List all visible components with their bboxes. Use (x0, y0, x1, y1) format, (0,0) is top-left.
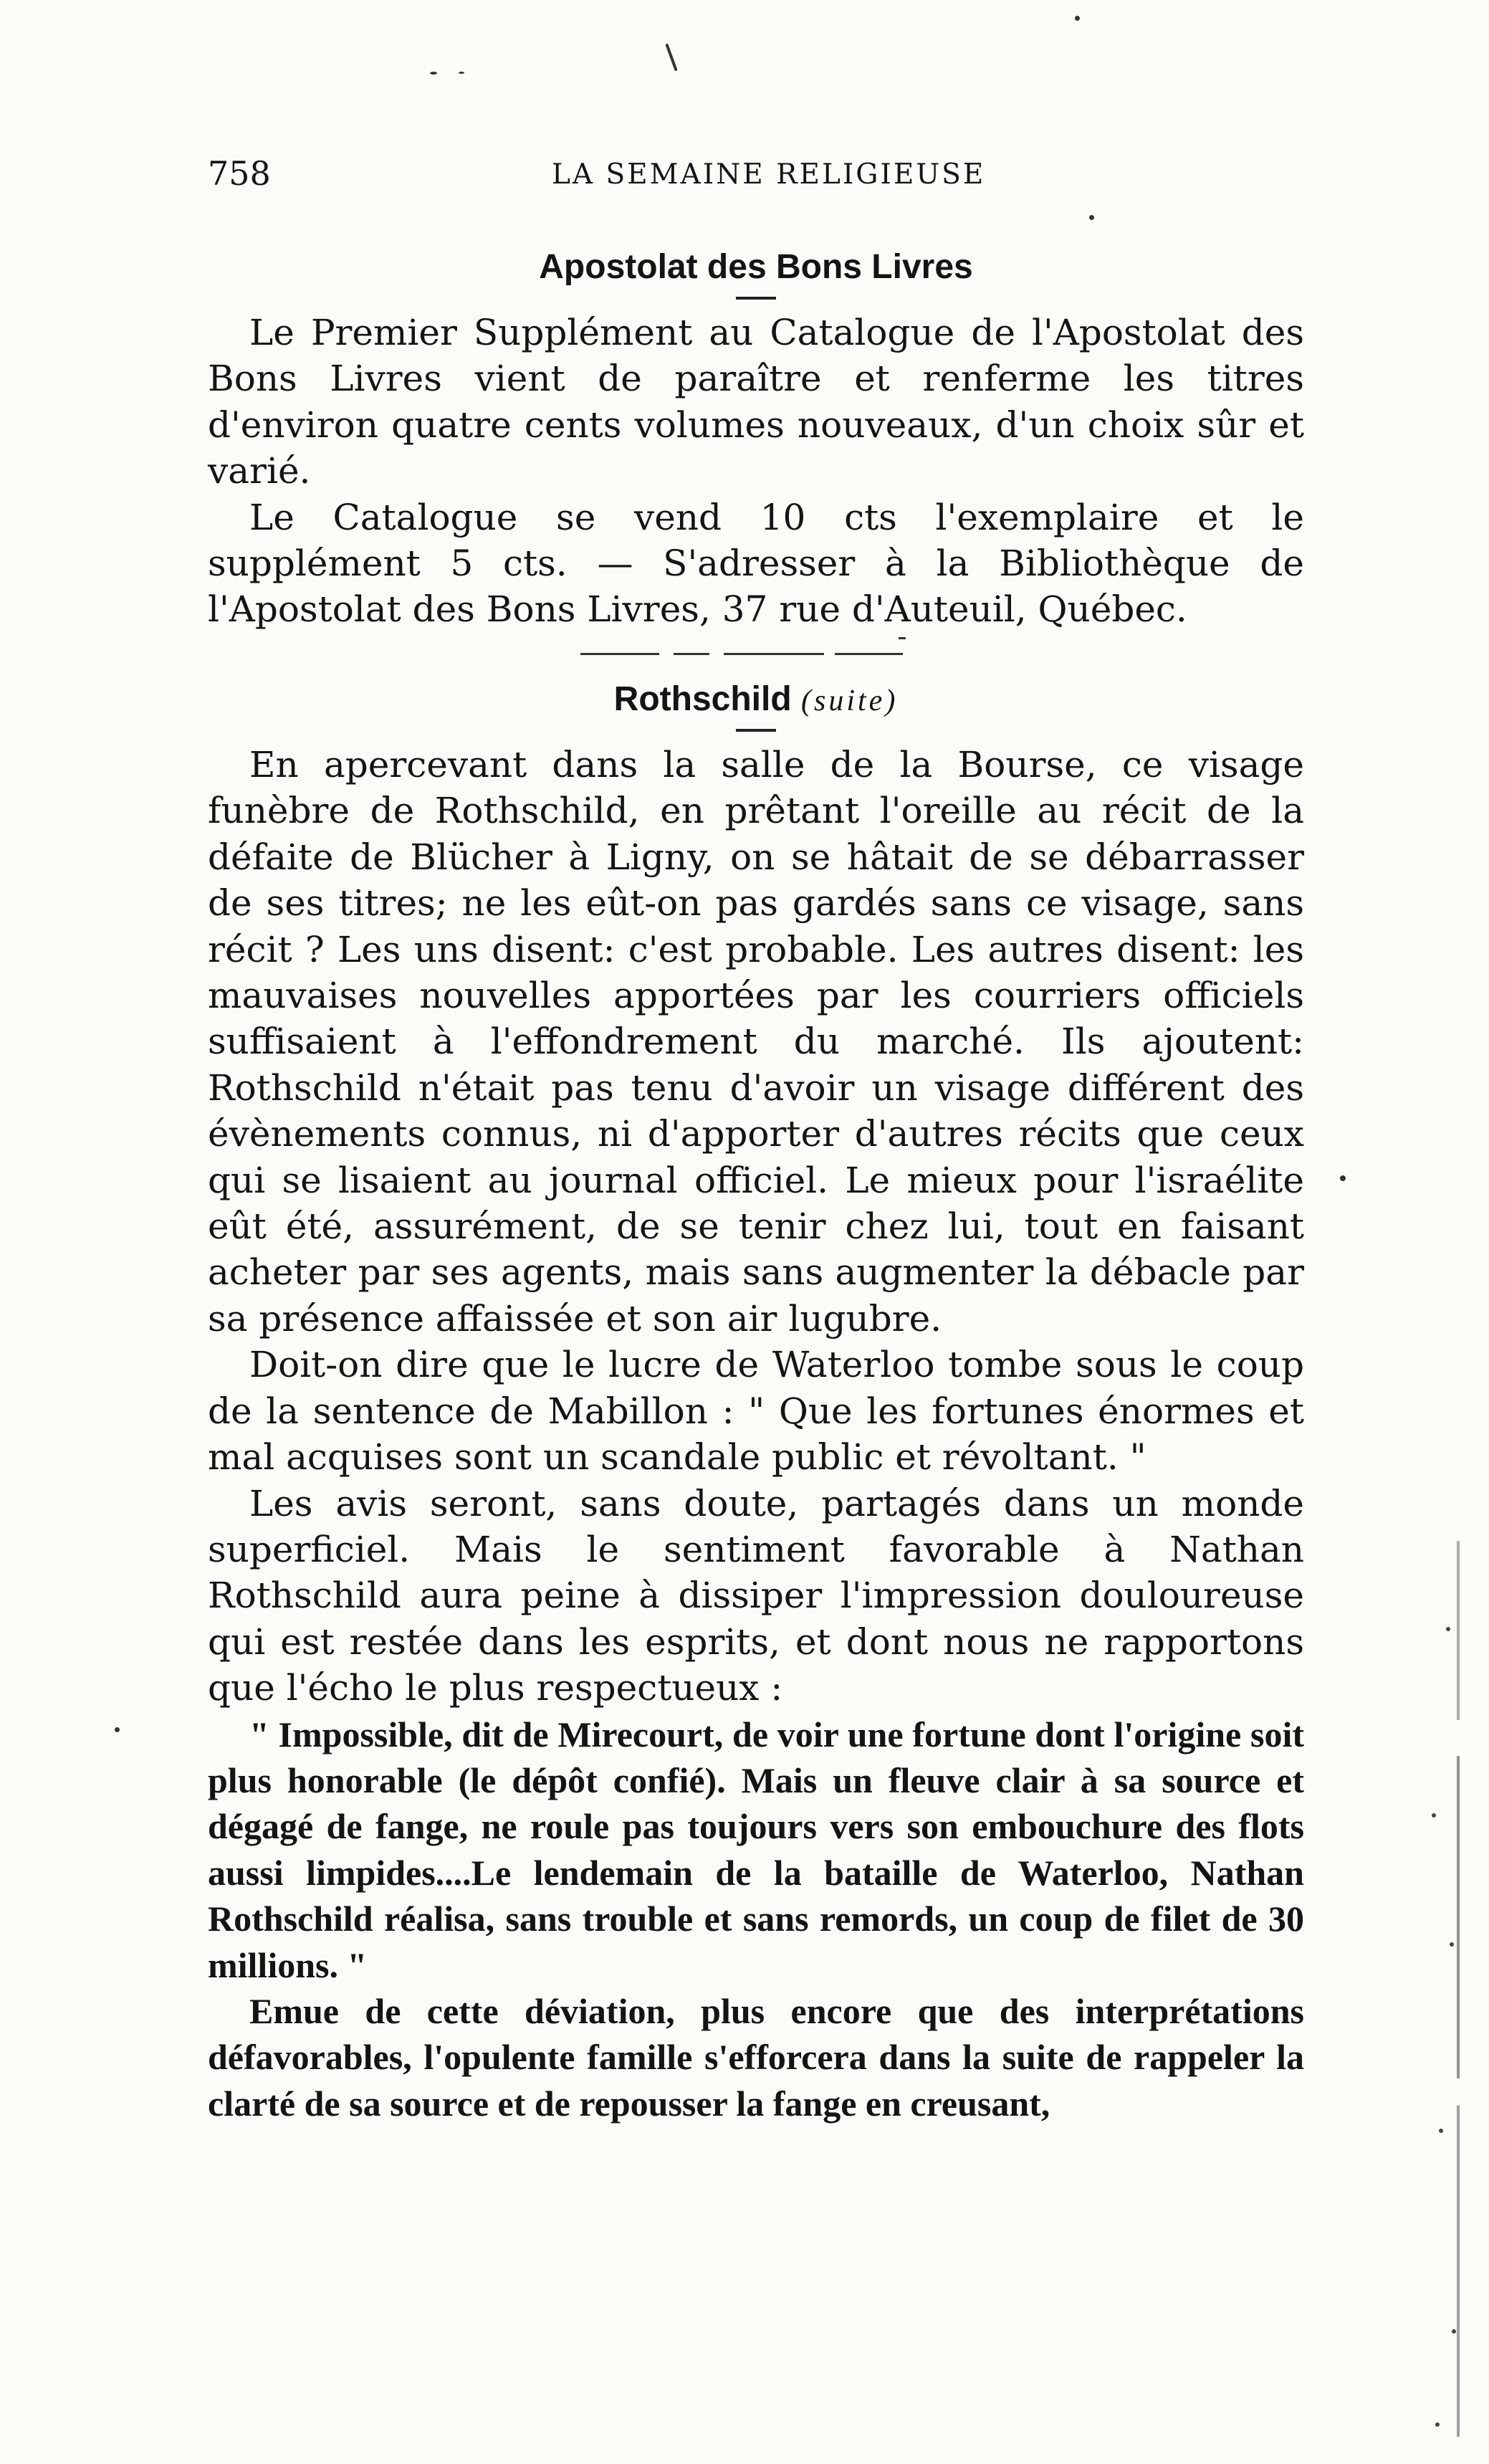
section-title (208, 679, 1304, 719)
section-title: Apostolat des Bons Livres (539, 248, 973, 286)
scan-speck (115, 1727, 120, 1732)
title-rule (736, 729, 776, 732)
scan-edge-artifact (1417, 1541, 1475, 2437)
scan-speck (1075, 16, 1080, 21)
section-title-suffix: (suite) (801, 684, 899, 717)
paragraph: Emue de cette déviation, plus encore que des interprétations défavorables, l'opulente famille s'efforcera dans la suite de rappeler la clarté de sa source et de repousser la fange en creusant, (208, 1990, 1304, 2124)
running-head (208, 154, 1297, 197)
title-rule (736, 297, 776, 300)
section-rothschild (208, 679, 1304, 2126)
section-apostolat (208, 247, 1304, 633)
paragraph: Le Premier Supplément au Catalogue de l'Apostolat des Bons Livres vient de paraître et renferme les titres d'environ quatre cents volumes nouveaux, d'un choix sûr et varié. (208, 312, 1304, 492)
scan-speck (1089, 215, 1094, 220)
scan-speck (1340, 1175, 1346, 1181)
page-number: 758 (208, 154, 271, 193)
scan-speck (459, 72, 464, 74)
scan-speck (665, 44, 677, 72)
journal-title: LA SEMAINE RELIGIEUSE (552, 158, 986, 191)
paragraph: En apercevant dans la salle de la Bourse, ce visage funèbre de Rothschild, en prêtant l'oreille au récit de la défaite de Blücher à Ligny, on se hâtait de se débarrasser de ses titres; ne les eût-on pas gardés sans ce visage, sans récit ? Les uns disent: c'est probable. Les autres disent: les mauvaises nouvelles apportées par les courriers officiels suffisaient à l'effondrement du marché. Ils ajoutent: Rothschild n'était pas tenu d'avoir un visage différent des évènements connus, ni d'apporter d'autres récits que ceux qui se lisaient au journal officiel. Le mieux pour l'israélite eût été, assurément, de se tenir chez lui, tout en faisant acheter par ses agents, mais sans augmenter la débacle par sa présence affaissée et son air lugubre. (208, 744, 1304, 1340)
paragraph: Doit-on dire que le lucre de Waterloo tombe sous le coup de la sentence de Mabillon : " Que les fortunes énormes et mal acquises sont un scandale public et révoltant. " (208, 1344, 1304, 1479)
paragraph: Le Catalogue se vend 10 cts l'exemplaire et le supplément 5 cts. — S'adresser à la Bibliothèque de l'Apostolat des Bons Livres, 37 rue d'Auteuil, Québec. (208, 496, 1304, 631)
paragraph: Les avis seront, sans doute, partagés dans un monde superficiel. Mais le sentiment favorable à Nathan Rothschild aura peine à dissiper l'impression douloureuse qui est restée dans les esprits, et dont nous ne rapportons que l'écho le plus respectueux : (208, 1482, 1304, 1709)
section-divider (580, 647, 924, 662)
section-title-text: Rothschild (613, 680, 792, 718)
quote-paragraph: " Impossible, dit de Mirecourt, de voir une fortune dont l'origine soit plus honorable (le dépôt confié). Mais un fleuve clair à sa source et dégagé de fange, ne roule pas toujours vers son embouchure des flots aussi limpides....Le lendemain de la bataille de Waterloo, Nathan Rothschild réalisa, sans trouble et sans remords, un coup de filet de 30 millions. " (208, 1714, 1304, 1985)
scan-speck (430, 72, 437, 75)
